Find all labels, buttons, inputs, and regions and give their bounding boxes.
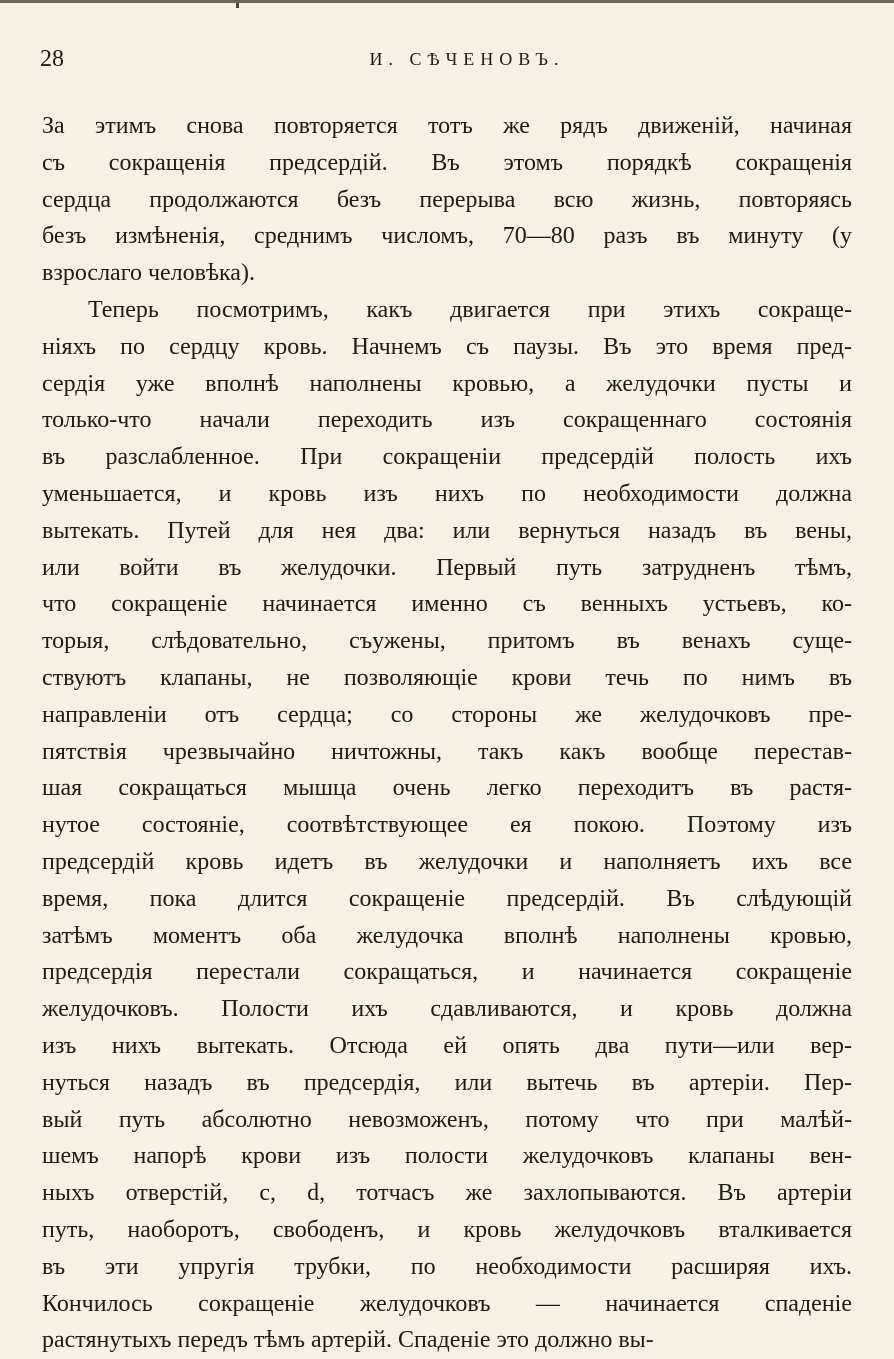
page-number: 28 — [40, 46, 64, 72]
text-line: шая сокращаться мышца очень легко переходитъ въ растя- — [42, 775, 852, 802]
text-line: только-что начали переходить изъ сокращеннаго состоянiя — [42, 407, 852, 434]
text-line: ныхъ отверстiй, c, d, тотчасъ же захлопываются. Въ артерiи — [42, 1180, 852, 1207]
running-head-author: И. СѢЧЕНОВЪ. — [369, 49, 565, 69]
text-line: затѣмъ моментъ оба желудочка вполнѣ наполнены кровью, — [42, 922, 852, 949]
text-line: пятствiя чрезвычайно ничтожны, такъ какъ вообще перестав- — [42, 738, 852, 765]
body-text — [42, 108, 852, 1359]
text-line: За этимъ снова повторяется тотъ же рядъ движенiй, начиная — [42, 113, 852, 139]
text-line: предсердiя перестали сокращаться, и начинается сокращенiе — [42, 959, 852, 986]
text-line: торыя, слѣдовательно, съужены, притомъ въ венахъ суще- — [42, 628, 852, 655]
text-line: шемъ напорѣ крови изъ полости желудочковъ клапаны вен- — [42, 1143, 852, 1170]
text-line: изъ нихъ вытекать. Отсюда ей опять два пути—или вер- — [42, 1032, 852, 1059]
text-line: нутое состоянiе, соотвѣтствующее ея покою. Поэтому изъ — [42, 812, 852, 839]
text-line: сердiя уже вполнѣ наполнены кровью, а желудочки пусты и — [42, 370, 852, 397]
text-line: Теперь посмотримъ, какъ двигается при этихъ сокраще- — [88, 296, 852, 323]
text-line: что сокращенiе начинается именно съ венныхъ устьевъ, ко- — [42, 591, 852, 618]
top-edge-mark — [236, 3, 239, 8]
text-line: вытекать. Путей для нея два: или вернуться назадъ въ вены, — [42, 517, 852, 544]
text-line: въ эти упругiя трубки, по необходимости расширяя ихъ. — [42, 1253, 852, 1280]
text-line: уменьшается, и кровь изъ нихъ по необходимости должна — [42, 480, 852, 507]
text-line: путь, наоборотъ, свободенъ, и кровь желудочковъ вталкивается — [42, 1216, 852, 1243]
text-line: Кончилось сокращенiе желудочковъ — начинается спаденiе — [42, 1290, 852, 1317]
text-line: или войти въ желудочки. Первый путь затрудненъ тѣмъ, — [42, 554, 852, 581]
text-line: безъ измѣненiя, среднимъ числомъ, 70—80 разъ въ минуту (у — [42, 223, 852, 250]
text-line: нуться назадъ въ предсердiя, или вытечь въ артерiи. Пер- — [42, 1069, 852, 1096]
text-line: ствуютъ клапаны, не позволяющiе крови течь по нимъ въ — [42, 664, 852, 691]
text-line: сердца продолжаются безъ перерыва всю жизнь, повторяясь — [42, 186, 852, 213]
text-line: вый путь абсолютно невозможенъ, потому что при малѣй- — [42, 1106, 852, 1133]
text-line: съ сокращенiя предсердiй. Въ этомъ порядкѣ сокращенiя — [42, 149, 852, 176]
text-line: взрослаго человѣка). — [42, 260, 255, 287]
text-line: желудочковъ. Полости ихъ сдавливаются, и кровь должна — [42, 996, 852, 1023]
text-line: нiяхъ по сердцу кровь. Начнемъ съ паузы. Въ это время пред- — [42, 333, 852, 360]
text-line: направленiи отъ сердца; со стороны же желудочковъ пре- — [42, 701, 852, 728]
text-line: растянутыхъ передъ тѣмъ артерiй. Спаденiе это должно вы- — [42, 1327, 654, 1354]
text-line: время, пока длится сокращенiе предсердiй. Въ слѣдующiй — [42, 885, 852, 912]
text-line: въ разслабленное. При сокращенiи предсердiй полость ихъ — [42, 444, 852, 471]
running-head — [0, 44, 894, 74]
text-line: предсердiй кровь идетъ въ желудочки и наполняетъ ихъ все — [42, 848, 852, 875]
top-edge-rule — [0, 0, 894, 3]
